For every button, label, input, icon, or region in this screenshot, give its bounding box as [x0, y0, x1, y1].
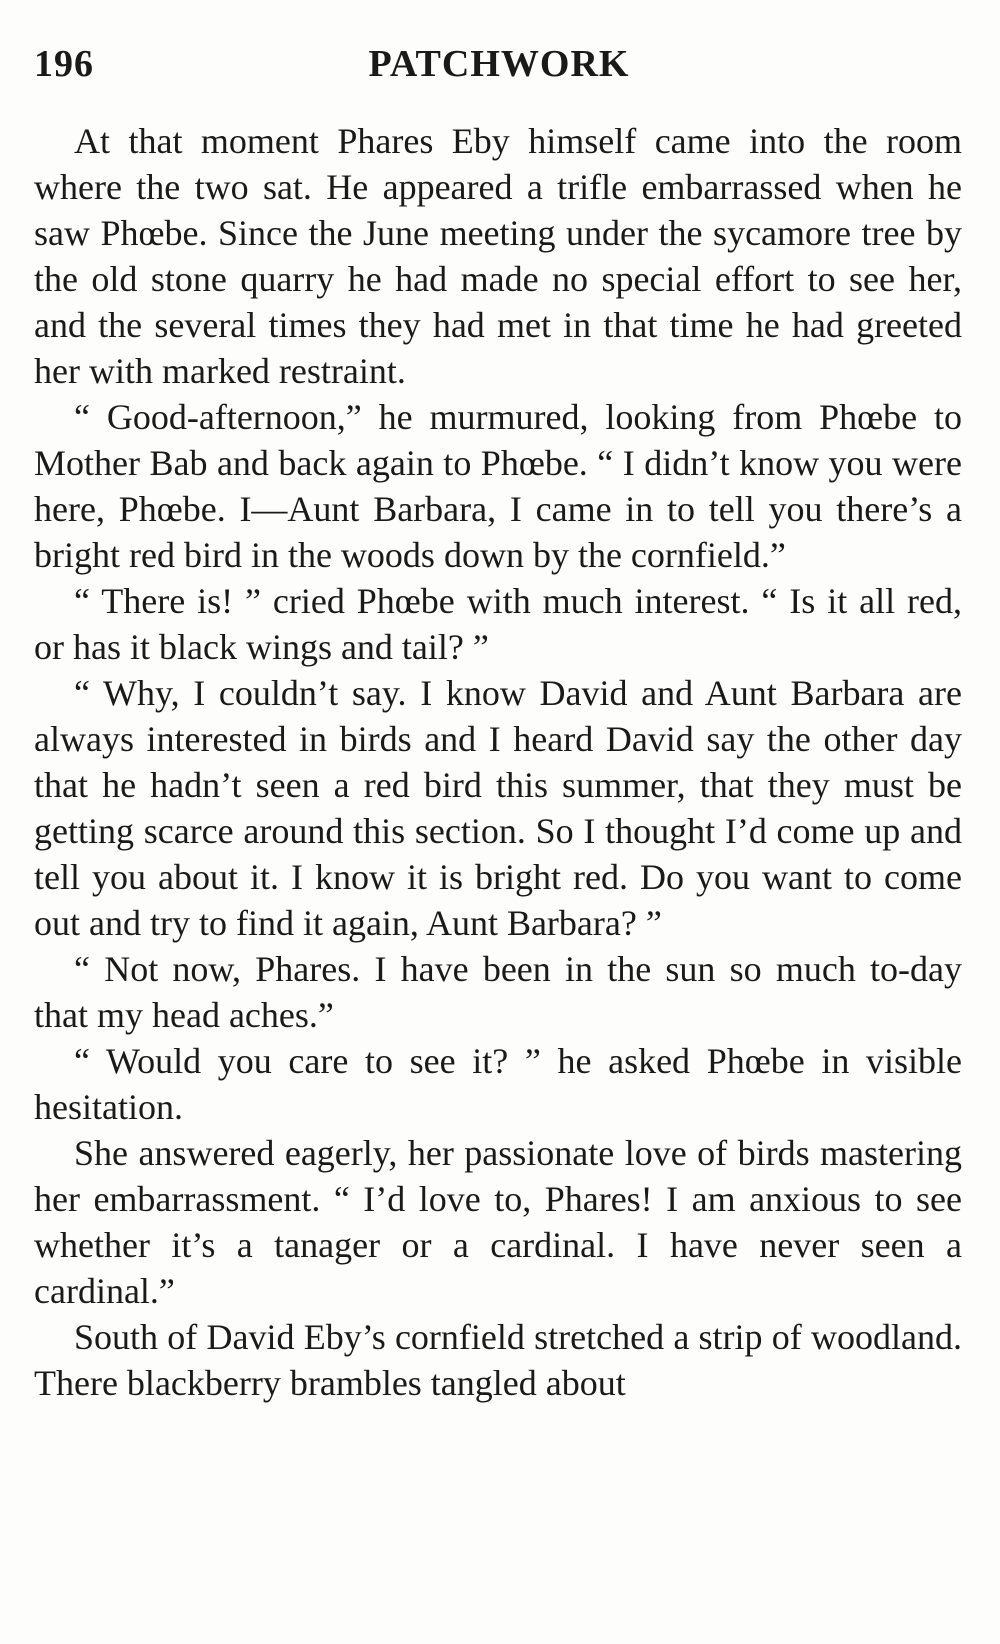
- paragraph: At that moment Phares Eby himself came into the room where the two sat. He appeared a trifle embarrassed when he saw Phœbe. Since the June meeting under the sycamore tree by the old stone quarry he had made no special effort to see her, and the several times they had met in that time he had greeted her with marked restraint.: [34, 121, 962, 391]
- paragraph: She answered eagerly, her passionate love of birds mastering her embarrassment. “ I’d love to, Phares! I am anxious to see whether it’s a tanager or a cardinal. I have never seen a cardinal.”: [34, 1133, 962, 1311]
- paragraph: “ Not now, Phares. I have been in the sun so much to-day that my head aches.”: [34, 949, 962, 1035]
- running-title: PATCHWORK: [368, 43, 630, 85]
- body-text: [34, 118, 962, 1406]
- paragraph: “ Good-afternoon,” he murmured, looking from Phœbe to Mother Bab and back again to Phœbe. “ I didn’t know you were here, Phœbe. I—Aunt Barbara, I came in to tell you there’s a bright red bird in the woods down by the cornfield.”: [34, 397, 962, 575]
- paragraph: “ There is! ” cried Phœbe with much interest. “ Is it all red, or has it black wings and tail? ”: [34, 581, 962, 667]
- paragraph: “ Would you care to see it? ” he asked Phœbe in visible hesitation.: [34, 1041, 962, 1127]
- page-number: 196: [34, 43, 94, 85]
- paragraph: South of David Eby’s cornfield stretched a strip of woodland. There blackberry brambles tangled about: [34, 1317, 962, 1403]
- paragraph: “ Why, I couldn’t say. I know David and Aunt Barbara are always interested in birds and I heard David say the other day that he hadn’t seen a red bird this summer, that they must be getting scarce around this section. So I thought I’d come up and tell you about it. I know it is bright red. Do you want to come out and try to find it again, Aunt Barbara? ”: [34, 673, 962, 943]
- running-head: [34, 38, 964, 98]
